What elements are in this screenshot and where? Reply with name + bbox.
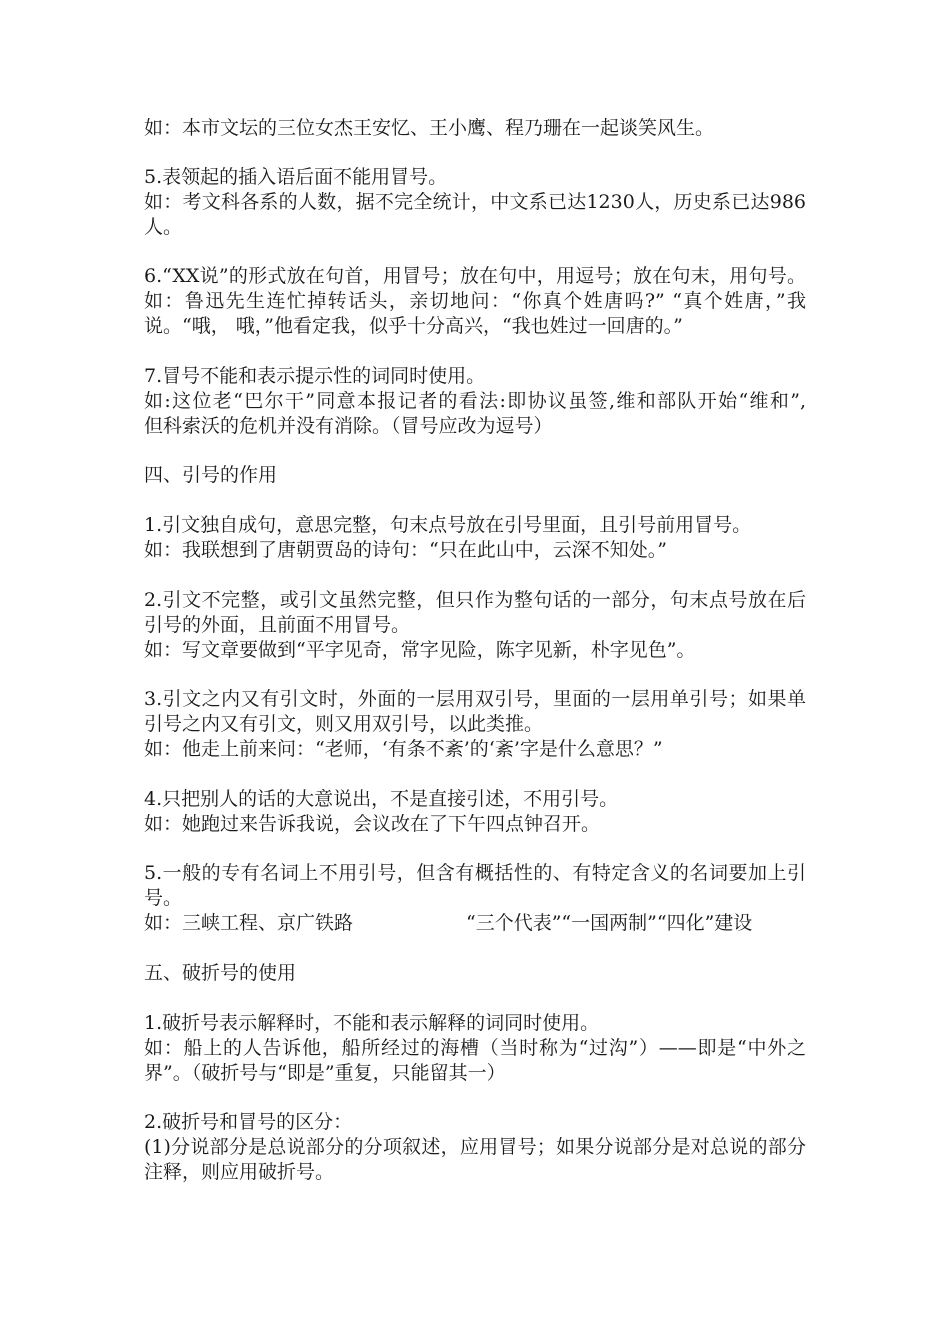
text-line: 5.表领起的插入语后面不能用冒号。 xyxy=(144,166,448,188)
text-line: 2.引文不完整，或引文虽然完整，但只作为整句话的一部分，句末点号放在后 xyxy=(144,589,806,611)
text-line: 如:这位老“巴尔干”同意本报记者的看法:即协议虽签,维和部队开始“维和”, xyxy=(144,390,806,412)
text-line: 7.冒号不能和表示提示性的词同时使用。 xyxy=(144,365,486,387)
text-line: 注释，则应用破折号。 xyxy=(144,1161,335,1183)
text-line: 如：本市文坛的三位女杰王安忆、王小鹰、程乃珊在一起谈笑风生。 xyxy=(144,117,715,139)
text-line: 如：考文科各系的人数，据不完全统计，中文系已达1230人，历史系已达986 xyxy=(144,191,806,213)
text-line: 引号之内又有引文，则又用双引号，以此类推。 xyxy=(144,713,544,735)
text-line: 6.“XX说”的形式放在句首，用冒号；放在句中，用逗号；放在句末，用句号。 xyxy=(144,265,806,287)
text-line: 引号的外面，且前面不用冒号。 xyxy=(144,614,411,636)
text-line: 如：写文章要做到“平字见奇，常字见险，陈字见新，朴字见色”。 xyxy=(144,639,696,661)
text-line: 但科索沃的危机并没有消除。（冒号应改为逗号） xyxy=(144,415,553,437)
text-line: 号。 xyxy=(144,887,183,909)
example-right: “三个代表”“一国两制”“四化”建设 xyxy=(466,912,753,934)
text-line: 如：船上的人告诉他，船所经过的海槽（当时称为“过沟”）——即是“中外之 xyxy=(144,1037,806,1059)
text-line: 2.破折号和冒号的区分： xyxy=(144,1111,353,1133)
section-heading: 五、破折号的使用 xyxy=(144,962,297,984)
text-line: 1.引文独自成句，意思完整，句末点号放在引号里面，且引号前用冒号。 xyxy=(144,514,752,536)
example-left: 如：三峡工程、京广铁路 xyxy=(144,912,354,934)
text-line: 如：鲁迅先生连忙掉转话头，亲切地问：“你真个姓唐吗?” “真个姓唐，”我 xyxy=(144,290,806,312)
text-line: 说。“哦， 哦，”他看定我，似乎十分高兴，“我也姓过一回唐的。” xyxy=(144,315,683,337)
text-line: (1)分说部分是总说部分的分项叙述，应用冒号；如果分说部分是对总说的部分 xyxy=(144,1136,806,1158)
text-line: 如：我联想到了唐朝贾岛的诗句：“只在此山中，云深不知处。” xyxy=(144,539,667,561)
text-line: 3.引文之内又有引文时，外面的一层用双引号，里面的一层用单引号；如果单 xyxy=(144,688,806,710)
text-line: 如：她跑过来告诉我说，会议改在了下午四点钟召开。 xyxy=(144,813,601,835)
text-line: 如：他走上前来问：“老师，‘有条不紊’的‘紊’字是什么意思？” xyxy=(144,738,663,760)
text-line: 5.一般的专有名词上不用引号，但含有概括性的、有特定含义的名词要加上引 xyxy=(144,862,806,884)
section-heading: 四、引号的作用 xyxy=(144,464,278,486)
text-line: 1.破折号表示解释时，不能和表示解释的词同时使用。 xyxy=(144,1012,600,1034)
text-line xyxy=(144,911,353,935)
text-line: 人。 xyxy=(144,216,183,238)
text-line: 界”。（破折号与“即是”重复，只能留其一） xyxy=(144,1062,506,1084)
text-line: 4.只把别人的话的大意说出，不是直接引述，不用引号。 xyxy=(144,788,619,810)
